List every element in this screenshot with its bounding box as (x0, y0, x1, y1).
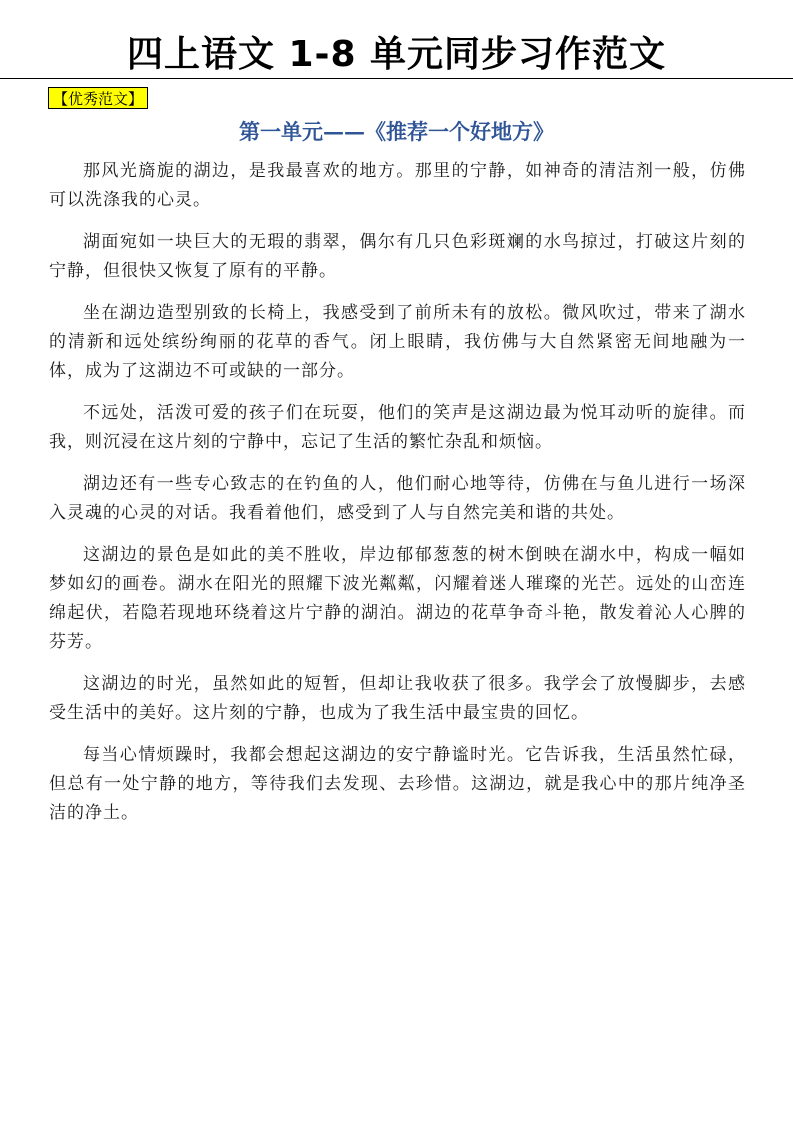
essay-body (49, 157, 746, 841)
essay-paragraph: 每当心情烦躁时，我都会想起这湖边的安宁静谧时光。它告诉我，生活虽然忙碌，但总有一处宁静的地方，等待我们去发现、去珍惜。这湖边，就是我心中的那片纯净圣洁的净土。 (49, 745, 746, 823)
essay-paragraph: 那风光旖旎的湖边，是我最喜欢的地方。那里的宁静，如神奇的清洁剂一般，仿佛可以洗涤我的心灵。 (49, 161, 746, 210)
essay-paragraph: 这湖边的时光，虽然如此的短暂，但却让我收获了很多。我学会了放慢脚步，去感受生活中的美好。这片刻的宁静，也成为了我生活中最宝贵的回忆。 (49, 674, 746, 723)
title-divider (0, 78, 793, 79)
essay-paragraph: 这湖边的景色是如此的美不胜收，岸边郁郁葱葱的树木倒映在湖水中，构成一幅如梦如幻的画卷。湖水在阳光的照耀下波光粼粼，闪耀着迷人璀璨的光芒。远处的山峦连绵起伏，若隐若现地环绕着这片宁静的湖泊。湖边的花草争奇斗艳，散发着沁人心脾的芬芳。 (49, 545, 746, 652)
page-title: 四上语文 1-8 单元同步习作范文 (126, 34, 667, 75)
essay-paragraph: 不远处，活泼可爱的孩子们在玩耍，他们的笑声是这湖边最为悦耳动听的旋律。而我，则沉浸在这片刻的宁静中，忘记了生活的繁忙杂乱和烦恼。 (49, 403, 746, 452)
essay-paragraph: 湖边还有一些专心致志的在钓鱼的人，他们耐心地等待，仿佛在与鱼儿进行一场深入灵魂的心灵的对话。我看着他们，感受到了人与自然完美和谐的共处。 (49, 474, 746, 523)
essay-paragraph: 湖面宛如一块巨大的无瑕的翡翠，偶尔有几只色彩斑斓的水鸟掠过，打破这片刻的宁静，但很快又恢复了原有的平静。 (49, 232, 746, 281)
essay-paragraph: 坐在湖边造型别致的长椅上，我感受到了前所未有的放松。微风吹过，带来了湖水的清新和远处缤纷绚丽的花草的香气。闭上眼睛，我仿佛与大自然紧密无间地融为一体，成为了这湖边不可或缺的一部分。 (49, 303, 746, 381)
section-heading: 第一单元——《推荐一个好地方》 (239, 119, 554, 144)
excellent-essay-tag: 【优秀范文】 (48, 87, 148, 109)
